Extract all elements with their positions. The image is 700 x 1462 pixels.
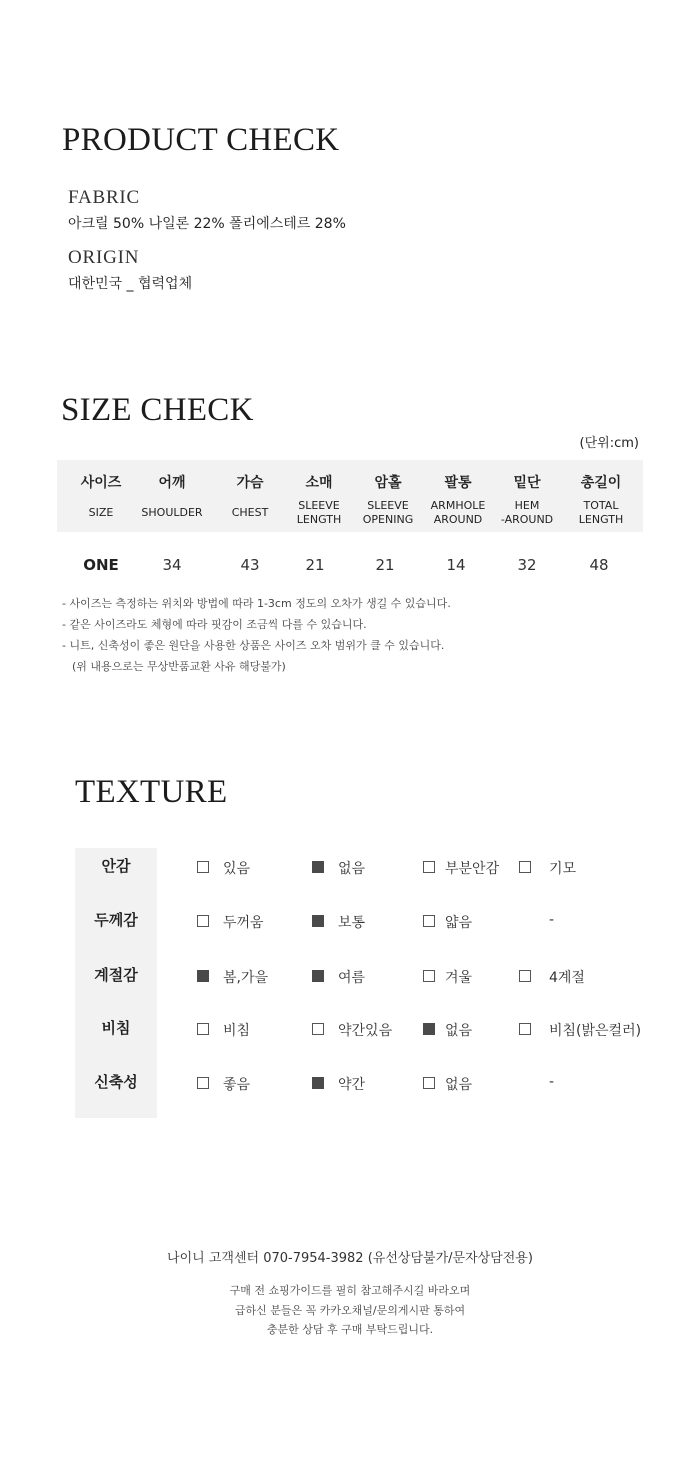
size-cell: 48 [589, 556, 609, 574]
texture-option-label: 기모 [549, 861, 577, 877]
texture-option-label: 있음 [223, 861, 251, 877]
texture-option-label: 두꺼움 [223, 915, 264, 931]
texture-row-season [75, 957, 675, 1011]
footer-notice-line: 구매 전 쇼핑가이드를 필히 참고해주시길 바라오며 [229, 1284, 471, 1297]
checkbox-icon [197, 915, 209, 927]
texture-row-label: 안감 [101, 857, 131, 875]
texture-option-label: 없음 [445, 1023, 473, 1039]
footer-notice-line: 급하신 분들은 꼭 카카오채널/문의게시판 통하여 [234, 1303, 466, 1317]
size-cell: 43 [240, 556, 260, 574]
size-col-ko: 밑단 [513, 475, 541, 491]
texture-option-label: 없음 [338, 861, 366, 877]
checkbox-icon [423, 970, 435, 982]
size-col-en2: LENGTH [578, 513, 624, 526]
size-cell: ONE [83, 556, 119, 574]
origin-label: ORIGIN [68, 247, 140, 268]
size-note: - 같은 사이즈라도 체형에 따라 핏감이 조금씩 다를 수 있습니다. [62, 618, 367, 631]
texture-option-label: 겨울 [445, 970, 473, 986]
fabric-label: FABRIC [68, 187, 141, 208]
size-col-en2: OPENING [362, 513, 414, 526]
checkbox-checked-icon [197, 970, 209, 982]
product-check-title: PRODUCT CHECK [62, 122, 340, 158]
size-col-ko: 어깨 [158, 475, 186, 491]
checkbox-checked-icon [312, 1077, 324, 1089]
size-col-ko: 총길이 [580, 475, 622, 491]
checkbox-icon [197, 1023, 209, 1035]
customer-center-info: 나이니 고객센터 070-7954-3982 (유선상담불가/문자상담전용) [167, 1251, 533, 1266]
size-cell: 34 [162, 556, 182, 574]
checkbox-checked-icon [312, 970, 324, 982]
size-col-ko: 사이즈 [80, 475, 122, 491]
texture-option-label: 얇음 [445, 915, 473, 931]
texture-option-label: 봄,가을 [223, 970, 269, 986]
checkbox-icon [519, 970, 531, 982]
texture-empty-dash: - [549, 1074, 555, 1090]
size-col-en2: LENGTH [296, 513, 342, 526]
texture-option-label: 비침(밝은컬러) [549, 1023, 642, 1039]
size-cell: 32 [517, 556, 537, 574]
texture-option-label: 좋음 [223, 1077, 251, 1093]
texture-title: TEXTURE [75, 774, 228, 810]
checkbox-icon [423, 1077, 435, 1089]
size-notes [62, 593, 451, 677]
size-cell: 21 [375, 556, 395, 574]
size-table-header [57, 460, 643, 532]
texture-option-label: 4계절 [549, 970, 585, 986]
size-col-en: SIZE [88, 506, 114, 519]
size-col-shoulder [131, 460, 213, 532]
size-col-total-length [561, 460, 641, 532]
footer-notice-line: 충분한 상담 후 구매 부탁드립니다. [266, 1323, 434, 1336]
size-col-ko: 팔통 [444, 475, 472, 491]
checkbox-checked-icon [312, 861, 324, 873]
texture-option-label: 부분안감 [445, 861, 500, 877]
size-note: - 니트, 신축성이 좋은 원단을 사용한 상품은 사이즈 오차 범위가 클 수 있습니다. [62, 639, 445, 652]
size-col-hem [487, 460, 567, 532]
origin-value: 대한민국 _ 협력업체 [68, 276, 193, 292]
size-note: (위 내용으로는 무상반품교환 사유 해당불가) [72, 660, 286, 673]
texture-row-label: 두께감 [94, 911, 138, 929]
checkbox-icon [197, 1077, 209, 1089]
size-col-en: SHOULDER [141, 506, 203, 519]
size-table-row [57, 552, 643, 578]
texture-row-thickness [75, 902, 675, 956]
size-col-size [61, 460, 141, 532]
checkbox-icon [197, 861, 209, 873]
texture-option-label: 약간 [338, 1077, 366, 1093]
size-col-armhole [418, 460, 498, 532]
checkbox-icon [519, 861, 531, 873]
texture-row-label: 계절감 [94, 966, 138, 984]
size-col-en2: -AROUND [500, 513, 554, 526]
size-col-en: TOTAL [583, 499, 619, 512]
size-col-en: CHEST [231, 506, 269, 519]
texture-row-label: 신축성 [94, 1073, 138, 1091]
size-cell: 14 [446, 556, 466, 574]
size-col-en: ARMHOLE [430, 499, 486, 512]
checkbox-icon [423, 915, 435, 927]
size-note: - 사이즈는 측정하는 위치와 방법에 따라 1-3cm 정도의 오차가 생길 수 있습니다. [62, 597, 451, 610]
size-cell: 21 [305, 556, 325, 574]
footer-notice [0, 1281, 700, 1340]
texture-option-label: 없음 [445, 1077, 473, 1093]
checkbox-icon [519, 1023, 531, 1035]
texture-row-stretch [75, 1064, 675, 1118]
texture-option-label: 여름 [338, 970, 366, 986]
size-col-ko: 암홀 [374, 475, 402, 491]
size-col-en: HEM [514, 499, 540, 512]
size-col-ko: 소매 [305, 475, 333, 491]
texture-option-label: 비침 [223, 1023, 251, 1039]
fabric-value: 아크릴 50% 나일론 22% 폴리에스테르 28% [68, 216, 346, 232]
unit-note: (단위:cm) [579, 436, 639, 451]
size-col-sleeve-length [279, 460, 359, 532]
size-col-en2: AROUND [433, 513, 483, 526]
checkbox-icon [423, 861, 435, 873]
checkbox-icon [312, 1023, 324, 1035]
texture-row-sheerness [75, 1010, 675, 1064]
texture-option-label: 약간있음 [338, 1023, 393, 1039]
checkbox-checked-icon [312, 915, 324, 927]
size-col-en: SLEEVE [298, 499, 340, 512]
size-col-ko: 가슴 [236, 475, 264, 491]
texture-option-label: 보통 [338, 915, 366, 931]
size-col-sleeve-opening [348, 460, 428, 532]
texture-empty-dash: - [549, 912, 555, 928]
size-check-title: SIZE CHECK [61, 392, 254, 428]
checkbox-checked-icon [423, 1023, 435, 1035]
size-col-en: SLEEVE [367, 499, 409, 512]
texture-row-lining [75, 848, 675, 902]
texture-row-label: 비침 [101, 1019, 131, 1037]
